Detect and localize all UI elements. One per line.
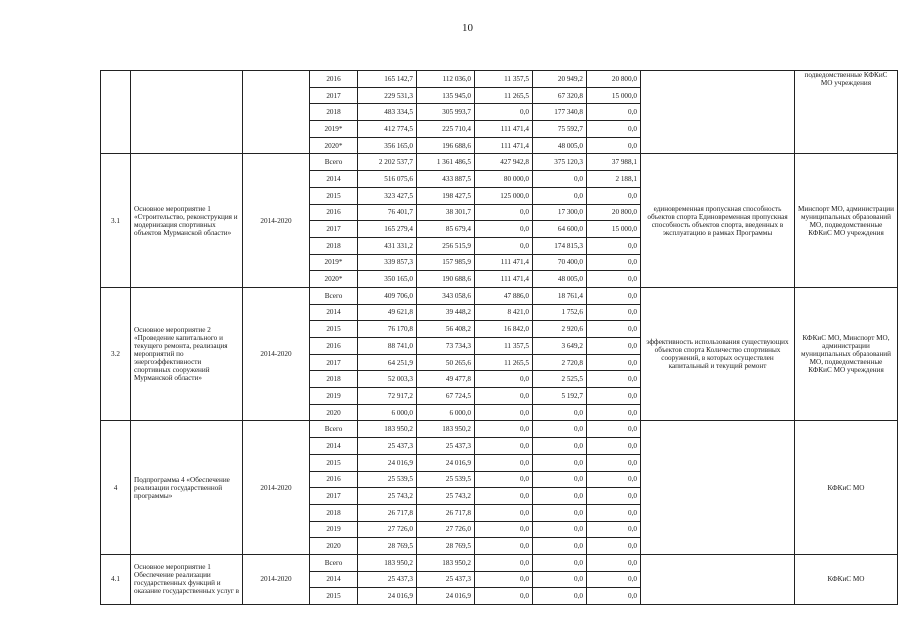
name-cell: Основное мероприятие 1 Обеспечение реализации государственных функций и оказание государственных услуг в xyxy=(131,554,243,604)
extrabudget-cell: 0,0 xyxy=(587,388,641,405)
local-budget-cell: 3 649,2 xyxy=(533,338,587,355)
federal-budget-cell: 0,0 xyxy=(475,454,533,471)
federal-budget-cell: 111 471,4 xyxy=(475,271,533,288)
total-cell: 183 950,2 xyxy=(358,554,417,571)
year-cell: Всего xyxy=(310,554,358,571)
federal-budget-cell: 125 000,0 xyxy=(475,187,533,204)
total-cell: 2 202 537,7 xyxy=(358,154,417,171)
local-budget-cell: 2 720,8 xyxy=(533,354,587,371)
federal-budget-cell: 0,0 xyxy=(475,488,533,505)
local-budget-cell: 48 005,0 xyxy=(533,271,587,288)
local-budget-cell: 67 320,8 xyxy=(533,87,587,104)
table-row xyxy=(101,287,898,304)
extrabudget-cell: 0,0 xyxy=(587,371,641,388)
local-budget-cell: 0,0 xyxy=(533,404,587,421)
federal-budget-cell: 0,0 xyxy=(475,237,533,254)
total-cell: 483 334,5 xyxy=(358,104,417,121)
local-budget-cell: 20 949,2 xyxy=(533,71,587,88)
local-budget-cell: 0,0 xyxy=(533,187,587,204)
extrabudget-cell: 0,0 xyxy=(587,488,641,505)
total-cell: 183 950,2 xyxy=(358,421,417,438)
total-cell: 88 741,0 xyxy=(358,338,417,355)
regional-budget-cell: 135 945,0 xyxy=(417,87,475,104)
code-cell: 3.1 xyxy=(101,154,131,288)
regional-budget-cell: 28 769,5 xyxy=(417,538,475,555)
federal-budget-cell: 111 471,4 xyxy=(475,121,533,138)
federal-budget-cell: 0,0 xyxy=(475,371,533,388)
page-number: 10 xyxy=(462,22,473,34)
regional-budget-cell: 112 036,0 xyxy=(417,71,475,88)
extrabudget-cell: 0,0 xyxy=(587,538,641,555)
regional-budget-cell: 56 408,2 xyxy=(417,321,475,338)
regional-budget-cell: 305 993,7 xyxy=(417,104,475,121)
year-cell: 2018 xyxy=(310,504,358,521)
total-cell: 26 717,8 xyxy=(358,504,417,521)
local-budget-cell: 1 752,6 xyxy=(533,304,587,321)
year-cell: 2015 xyxy=(310,454,358,471)
year-cell: 2019 xyxy=(310,521,358,538)
total-cell: 25 437,3 xyxy=(358,571,417,588)
indicator-cell xyxy=(641,554,795,604)
extrabudget-cell: 0,0 xyxy=(587,354,641,371)
local-budget-cell: 2 525,5 xyxy=(533,371,587,388)
federal-budget-cell: 0,0 xyxy=(475,388,533,405)
total-cell: 25 437,3 xyxy=(358,438,417,455)
regional-budget-cell: 190 688,6 xyxy=(417,271,475,288)
federal-budget-cell: 0,0 xyxy=(475,538,533,555)
name-cell: Подпрограмма 4 «Обеспечение реализации государственной программы» xyxy=(131,421,243,555)
federal-budget-cell: 0,0 xyxy=(475,588,533,605)
table-row xyxy=(101,554,898,571)
regional-budget-cell: 183 950,2 xyxy=(417,554,475,571)
local-budget-cell: 17 300,0 xyxy=(533,204,587,221)
federal-budget-cell: 8 421,0 xyxy=(475,304,533,321)
regional-budget-cell: 6 000,0 xyxy=(417,404,475,421)
federal-budget-cell: 0,0 xyxy=(475,104,533,121)
local-budget-cell: 0,0 xyxy=(533,438,587,455)
local-budget-cell: 48 005,0 xyxy=(533,137,587,154)
total-cell: 76 401,7 xyxy=(358,204,417,221)
regional-budget-cell: 225 710,4 xyxy=(417,121,475,138)
extrabudget-cell: 37 988,1 xyxy=(587,154,641,171)
year-cell: 2019 xyxy=(310,388,358,405)
local-budget-cell: 0,0 xyxy=(533,521,587,538)
total-cell: 165 279,4 xyxy=(358,221,417,238)
year-cell: 2016 xyxy=(310,71,358,88)
regional-budget-cell: 343 058,6 xyxy=(417,287,475,304)
year-cell: Всего xyxy=(310,154,358,171)
period-cell: 2014-2020 xyxy=(243,421,310,555)
total-cell: 229 531,3 xyxy=(358,87,417,104)
regional-budget-cell: 26 717,8 xyxy=(417,504,475,521)
federal-budget-cell: 11 265,5 xyxy=(475,354,533,371)
executor-cell: Минспорт МО, администрации муниципальных образований МО, подведомственные КФКиС МО учреждения xyxy=(795,154,898,288)
name-cell: Основное мероприятие 1 «Строительство, реконструкция и модернизация спортивных объектов Мурманской области» xyxy=(131,154,243,288)
total-cell: 76 170,8 xyxy=(358,321,417,338)
federal-budget-cell: 0,0 xyxy=(475,521,533,538)
federal-budget-cell: 0,0 xyxy=(475,421,533,438)
extrabudget-cell: 0,0 xyxy=(587,137,641,154)
extrabudget-cell: 0,0 xyxy=(587,187,641,204)
regional-budget-cell: 1 361 486,5 xyxy=(417,154,475,171)
regional-budget-cell: 25 437,3 xyxy=(417,438,475,455)
regional-budget-cell: 49 477,8 xyxy=(417,371,475,388)
local-budget-cell: 0,0 xyxy=(533,454,587,471)
extrabudget-cell: 2 188,1 xyxy=(587,171,641,188)
year-cell: 2020* xyxy=(310,137,358,154)
extrabudget-cell: 0,0 xyxy=(587,554,641,571)
total-cell: 72 917,2 xyxy=(358,388,417,405)
local-budget-cell: 0,0 xyxy=(533,538,587,555)
regional-budget-cell: 256 515,9 xyxy=(417,237,475,254)
year-cell: 2018 xyxy=(310,371,358,388)
extrabudget-cell: 0,0 xyxy=(587,421,641,438)
local-budget-cell: 177 340,8 xyxy=(533,104,587,121)
total-cell: 24 016,9 xyxy=(358,588,417,605)
federal-budget-cell: 11 357,5 xyxy=(475,338,533,355)
year-cell: 2020 xyxy=(310,538,358,555)
year-cell: 2014 xyxy=(310,304,358,321)
regional-budget-cell: 198 427,5 xyxy=(417,187,475,204)
total-cell: 25 539,5 xyxy=(358,471,417,488)
regional-budget-cell: 38 301,7 xyxy=(417,204,475,221)
name-cell: Основное мероприятие 2 «Проведение капитального и текущего ремонта, реализация мероприятий по энергоэффективности спортивных сооружений Мурманской области» xyxy=(131,287,243,421)
local-budget-cell: 174 815,3 xyxy=(533,237,587,254)
extrabudget-cell: 0,0 xyxy=(587,237,641,254)
total-cell: 49 621,8 xyxy=(358,304,417,321)
extrabudget-cell: 15 000,0 xyxy=(587,87,641,104)
federal-budget-cell: 16 842,0 xyxy=(475,321,533,338)
extrabudget-cell: 0,0 xyxy=(587,454,641,471)
total-cell: 27 726,0 xyxy=(358,521,417,538)
local-budget-cell: 0,0 xyxy=(533,171,587,188)
year-cell: 2018 xyxy=(310,104,358,121)
federal-budget-cell: 0,0 xyxy=(475,438,533,455)
table-row xyxy=(101,71,898,88)
federal-budget-cell: 0,0 xyxy=(475,221,533,238)
total-cell: 24 016,9 xyxy=(358,454,417,471)
federal-budget-cell: 0,0 xyxy=(475,471,533,488)
year-cell: 2016 xyxy=(310,204,358,221)
year-cell: Всего xyxy=(310,421,358,438)
total-cell: 6 000,0 xyxy=(358,404,417,421)
executor-cell: подведомственные КФКиС МО учреждения xyxy=(795,71,898,154)
year-cell: 2014 xyxy=(310,438,358,455)
code-cell: 3.2 xyxy=(101,287,131,421)
year-cell: 2014 xyxy=(310,171,358,188)
local-budget-cell: 0,0 xyxy=(533,504,587,521)
extrabudget-cell: 0,0 xyxy=(587,338,641,355)
regional-budget-cell: 196 688,6 xyxy=(417,137,475,154)
federal-budget-cell: 0,0 xyxy=(475,571,533,588)
year-cell: 2014 xyxy=(310,571,358,588)
year-cell: 2015 xyxy=(310,588,358,605)
year-cell: Всего xyxy=(310,287,358,304)
year-cell: 2020 xyxy=(310,404,358,421)
total-cell: 28 769,5 xyxy=(358,538,417,555)
extrabudget-cell: 0,0 xyxy=(587,404,641,421)
indicator-cell: единовременная пропускная способность объектов спорта Единовременная пропускная способность объектов спорта, введенных в эксплуатацию в рамках Программы xyxy=(641,154,795,288)
total-cell: 409 706,0 xyxy=(358,287,417,304)
executor-cell: КФКиС МО, Минспорт МО, администрации муниципальных образований МО, подведомственные КФКиС МО учреждения xyxy=(795,287,898,421)
local-budget-cell: 0,0 xyxy=(533,588,587,605)
local-budget-cell: 75 592,7 xyxy=(533,121,587,138)
federal-budget-cell: 11 357,5 xyxy=(475,71,533,88)
regional-budget-cell: 24 016,9 xyxy=(417,454,475,471)
local-budget-cell: 5 192,7 xyxy=(533,388,587,405)
regional-budget-cell: 25 743,2 xyxy=(417,488,475,505)
regional-budget-cell: 25 539,5 xyxy=(417,471,475,488)
extrabudget-cell: 0,0 xyxy=(587,521,641,538)
total-cell: 25 743,2 xyxy=(358,488,417,505)
total-cell: 64 251,9 xyxy=(358,354,417,371)
extrabudget-cell: 0,0 xyxy=(587,304,641,321)
indicator-cell xyxy=(641,421,795,555)
period-cell: 2014-2020 xyxy=(243,287,310,421)
total-cell: 431 331,2 xyxy=(358,237,417,254)
federal-budget-cell: 111 471,4 xyxy=(475,254,533,271)
federal-budget-cell: 111 471,4 xyxy=(475,137,533,154)
regional-budget-cell: 25 437,3 xyxy=(417,571,475,588)
indicator-cell: эффективность использования существующих объектов спорта Количество спортивных сооружений, в которых осуществлен капитальный и текущий ремонт xyxy=(641,287,795,421)
period-cell: 2014-2020 xyxy=(243,554,310,604)
regional-budget-cell: 39 448,2 xyxy=(417,304,475,321)
federal-budget-cell: 427 942,8 xyxy=(475,154,533,171)
total-cell: 356 165,0 xyxy=(358,137,417,154)
indicator-cell xyxy=(641,71,795,154)
regional-budget-cell: 50 265,6 xyxy=(417,354,475,371)
local-budget-cell: 0,0 xyxy=(533,421,587,438)
extrabudget-cell: 0,0 xyxy=(587,121,641,138)
federal-budget-cell: 0,0 xyxy=(475,554,533,571)
total-cell: 52 003,3 xyxy=(358,371,417,388)
year-cell: 2016 xyxy=(310,338,358,355)
year-cell: 2019* xyxy=(310,254,358,271)
extrabudget-cell: 0,0 xyxy=(587,588,641,605)
local-budget-cell: 18 761,4 xyxy=(533,287,587,304)
code-cell: 4 xyxy=(101,421,131,555)
regional-budget-cell: 183 950,2 xyxy=(417,421,475,438)
local-budget-cell: 375 120,3 xyxy=(533,154,587,171)
program-financing-table xyxy=(100,70,898,605)
table-row xyxy=(101,154,898,171)
regional-budget-cell: 67 724,5 xyxy=(417,388,475,405)
total-cell: 323 427,5 xyxy=(358,187,417,204)
federal-budget-cell: 0,0 xyxy=(475,404,533,421)
local-budget-cell: 0,0 xyxy=(533,571,587,588)
regional-budget-cell: 73 734,3 xyxy=(417,338,475,355)
local-budget-cell: 64 600,0 xyxy=(533,221,587,238)
local-budget-cell: 0,0 xyxy=(533,488,587,505)
local-budget-cell: 0,0 xyxy=(533,471,587,488)
executor-cell: КФКиС МО xyxy=(795,554,898,604)
year-cell: 2017 xyxy=(310,354,358,371)
extrabudget-cell: 0,0 xyxy=(587,104,641,121)
code-cell: 4.1 xyxy=(101,554,131,604)
regional-budget-cell: 27 726,0 xyxy=(417,521,475,538)
total-cell: 516 075,6 xyxy=(358,171,417,188)
federal-budget-cell: 80 000,0 xyxy=(475,171,533,188)
extrabudget-cell: 0,0 xyxy=(587,471,641,488)
regional-budget-cell: 157 985,9 xyxy=(417,254,475,271)
executor-cell: КФКиС МО xyxy=(795,421,898,555)
extrabudget-cell: 0,0 xyxy=(587,287,641,304)
year-cell: 2018 xyxy=(310,237,358,254)
total-cell: 165 142,7 xyxy=(358,71,417,88)
total-cell: 350 165,0 xyxy=(358,271,417,288)
extrabudget-cell: 0,0 xyxy=(587,438,641,455)
name-cell xyxy=(131,71,243,154)
extrabudget-cell: 0,0 xyxy=(587,271,641,288)
federal-budget-cell: 11 265,5 xyxy=(475,87,533,104)
year-cell: 2016 xyxy=(310,471,358,488)
year-cell: 2017 xyxy=(310,488,358,505)
table-row xyxy=(101,421,898,438)
federal-budget-cell: 0,0 xyxy=(475,504,533,521)
federal-budget-cell: 47 886,0 xyxy=(475,287,533,304)
year-cell: 2020* xyxy=(310,271,358,288)
regional-budget-cell: 85 679,4 xyxy=(417,221,475,238)
extrabudget-cell: 0,0 xyxy=(587,504,641,521)
total-cell: 412 774,5 xyxy=(358,121,417,138)
regional-budget-cell: 24 016,9 xyxy=(417,588,475,605)
extrabudget-cell: 20 800,0 xyxy=(587,204,641,221)
period-cell: 2014-2020 xyxy=(243,154,310,288)
year-cell: 2017 xyxy=(310,221,358,238)
total-cell: 339 857,3 xyxy=(358,254,417,271)
year-cell: 2017 xyxy=(310,87,358,104)
extrabudget-cell: 15 000,0 xyxy=(587,221,641,238)
extrabudget-cell: 0,0 xyxy=(587,571,641,588)
period-cell xyxy=(243,71,310,154)
federal-budget-cell: 0,0 xyxy=(475,204,533,221)
local-budget-cell: 0,0 xyxy=(533,554,587,571)
extrabudget-cell: 0,0 xyxy=(587,321,641,338)
year-cell: 2015 xyxy=(310,321,358,338)
extrabudget-cell: 0,0 xyxy=(587,254,641,271)
extrabudget-cell: 20 800,0 xyxy=(587,71,641,88)
regional-budget-cell: 433 887,5 xyxy=(417,171,475,188)
year-cell: 2015 xyxy=(310,187,358,204)
year-cell: 2019* xyxy=(310,121,358,138)
local-budget-cell: 2 920,6 xyxy=(533,321,587,338)
local-budget-cell: 70 400,0 xyxy=(533,254,587,271)
code-cell xyxy=(101,71,131,154)
